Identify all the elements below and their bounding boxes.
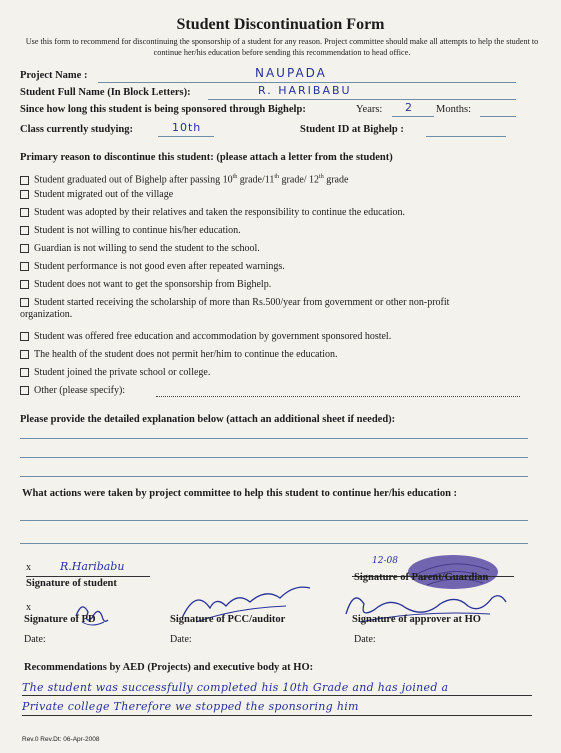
years-label: Years: (356, 104, 383, 115)
approver-signature-label: Signature of approver at HO (352, 614, 481, 625)
recommendations-heading: Recommendations by AED (Projects) and executive body at HO: (24, 662, 314, 673)
footer-revision: Rev.0 Rev.Dt: 06-Apr-2008 (22, 736, 100, 743)
reason-text: Student is not willing to continue his/her education. (34, 225, 241, 236)
reason-text: The health of the student does not permit her/him to continue the education. (34, 349, 338, 360)
reason-checkbox[interactable] (20, 350, 29, 359)
reason-checkbox[interactable] (20, 280, 29, 289)
recommendations-line-2[interactable]: Private college Therefore we stopped the sponsoring him (22, 700, 359, 713)
years-line (392, 116, 434, 117)
reason-item-guardian[interactable] (20, 243, 520, 255)
student-signature-line (26, 576, 150, 577)
reason-text: Student does not want to get the sponsorship from Bighelp. (34, 279, 272, 290)
reason-checkbox[interactable] (20, 208, 29, 217)
reason-item-not-willing[interactable] (20, 225, 520, 237)
pcc-signature-label: Signature of PCC/auditor (170, 614, 286, 625)
recommendations-rule (22, 715, 532, 716)
reason-text: Student performance is not good even after repeated warnings. (34, 261, 285, 272)
reason-checkbox[interactable] (20, 332, 29, 341)
years-value[interactable]: 2 (405, 101, 414, 114)
recommendations-rule (22, 695, 532, 696)
approver-date-label: Date: (354, 634, 376, 645)
student-signature-label: Signature of student (26, 578, 117, 589)
form-title: Student Discontinuation Form (176, 16, 385, 33)
reason-item-graduated[interactable]: Student graduated out of Bighelp after passing 10th grade/11th grade/ 12th grade (20, 171, 520, 186)
actions-line[interactable] (20, 520, 528, 521)
actions-line[interactable] (20, 543, 528, 544)
student-signature[interactable]: R.Haribabu (60, 560, 125, 573)
reason-item-migrated[interactable] (20, 189, 520, 201)
student-id-label: Student ID at Bighelp : (300, 124, 404, 135)
reason-text: Guardian is not willing to send the student to the school. (34, 243, 260, 254)
reason-text: Student migrated out of the village (34, 189, 174, 200)
recommendations-line-1[interactable]: The student was successfully completed his 10th Grade and has joined a (22, 681, 449, 694)
reason-text: Other (please specify): (34, 385, 126, 396)
reason-checkbox[interactable] (20, 190, 29, 199)
sponsored-duration-label: Since how long this student is being sponsored through Bighelp: (20, 104, 306, 115)
class-line (158, 136, 214, 137)
class-value[interactable]: 10th (172, 121, 202, 134)
reason-item-performance[interactable] (20, 261, 520, 273)
pd-date-label: Date: (24, 634, 46, 645)
reason-checkbox[interactable] (20, 368, 29, 377)
guardian-date-note: 12-08 (372, 556, 398, 566)
reason-item-private-school[interactable] (20, 367, 520, 379)
months-label: Months: (436, 104, 472, 115)
reason-item-health[interactable] (20, 349, 520, 361)
other-specify-line (156, 396, 520, 397)
x-mark: x (26, 562, 31, 573)
form-intro: Use this form to recommend for discontinuing the sponsorship of a student for any reason. Project committee should make all attempts to help the student to continue her/his education before sending this recommendation to head office. (25, 37, 539, 57)
student-name-label: Student Full Name (In Block Letters): (20, 87, 191, 98)
student-id-line (426, 136, 506, 137)
pd-signature-label: Signature of PD (24, 614, 96, 625)
reason-text: Student started receiving the scholarship of more than Rs.500/year from government or other non-profit organization. (20, 297, 450, 320)
project-name-line (98, 82, 516, 83)
reason-item-no-sponsorship[interactable] (20, 279, 520, 291)
actions-heading: What actions were taken by project committee to help this student to continue her/his education : (22, 488, 458, 499)
explanation-line[interactable] (20, 438, 528, 439)
project-name-label: Project Name : (20, 70, 88, 81)
guardian-signature-label: Signature of Parent/Guardian (354, 572, 489, 583)
explanation-line[interactable] (20, 476, 528, 477)
reason-text: Student was offered free education and accommodation by government sponsored hostel. (34, 331, 392, 342)
x-mark: x (26, 602, 31, 613)
reason-checkbox[interactable] (20, 244, 29, 253)
reasons-heading: Primary reason to discontinue this student: (please attach a letter from the student) (20, 152, 393, 163)
project-name-value[interactable]: NAUPADA (255, 66, 327, 80)
reason-checkbox[interactable] (20, 176, 29, 185)
reason-text: Student was adopted by their relatives and taken the responsibility to continue the education. (34, 207, 406, 218)
reason-checkbox[interactable] (20, 262, 29, 271)
student-name-value[interactable]: R. HARIBABU (258, 84, 352, 97)
student-name-line (208, 99, 516, 100)
reason-item-hostel[interactable] (20, 331, 520, 343)
explanation-line[interactable] (20, 457, 528, 458)
reason-checkbox[interactable] (20, 386, 29, 395)
explanation-heading: Please provide the detailed explanation below (attach an additional sheet if needed): (20, 414, 396, 425)
pcc-date-label: Date: (170, 634, 192, 645)
reason-item-scholarship[interactable] (20, 297, 490, 321)
reason-checkbox[interactable] (20, 298, 29, 307)
class-label: Class currently studying: (20, 124, 133, 135)
months-line (480, 116, 516, 117)
reason-text: Student joined the private school or college. (34, 367, 211, 378)
reason-checkbox[interactable] (20, 226, 29, 235)
reason-item-adopted[interactable] (20, 207, 520, 219)
